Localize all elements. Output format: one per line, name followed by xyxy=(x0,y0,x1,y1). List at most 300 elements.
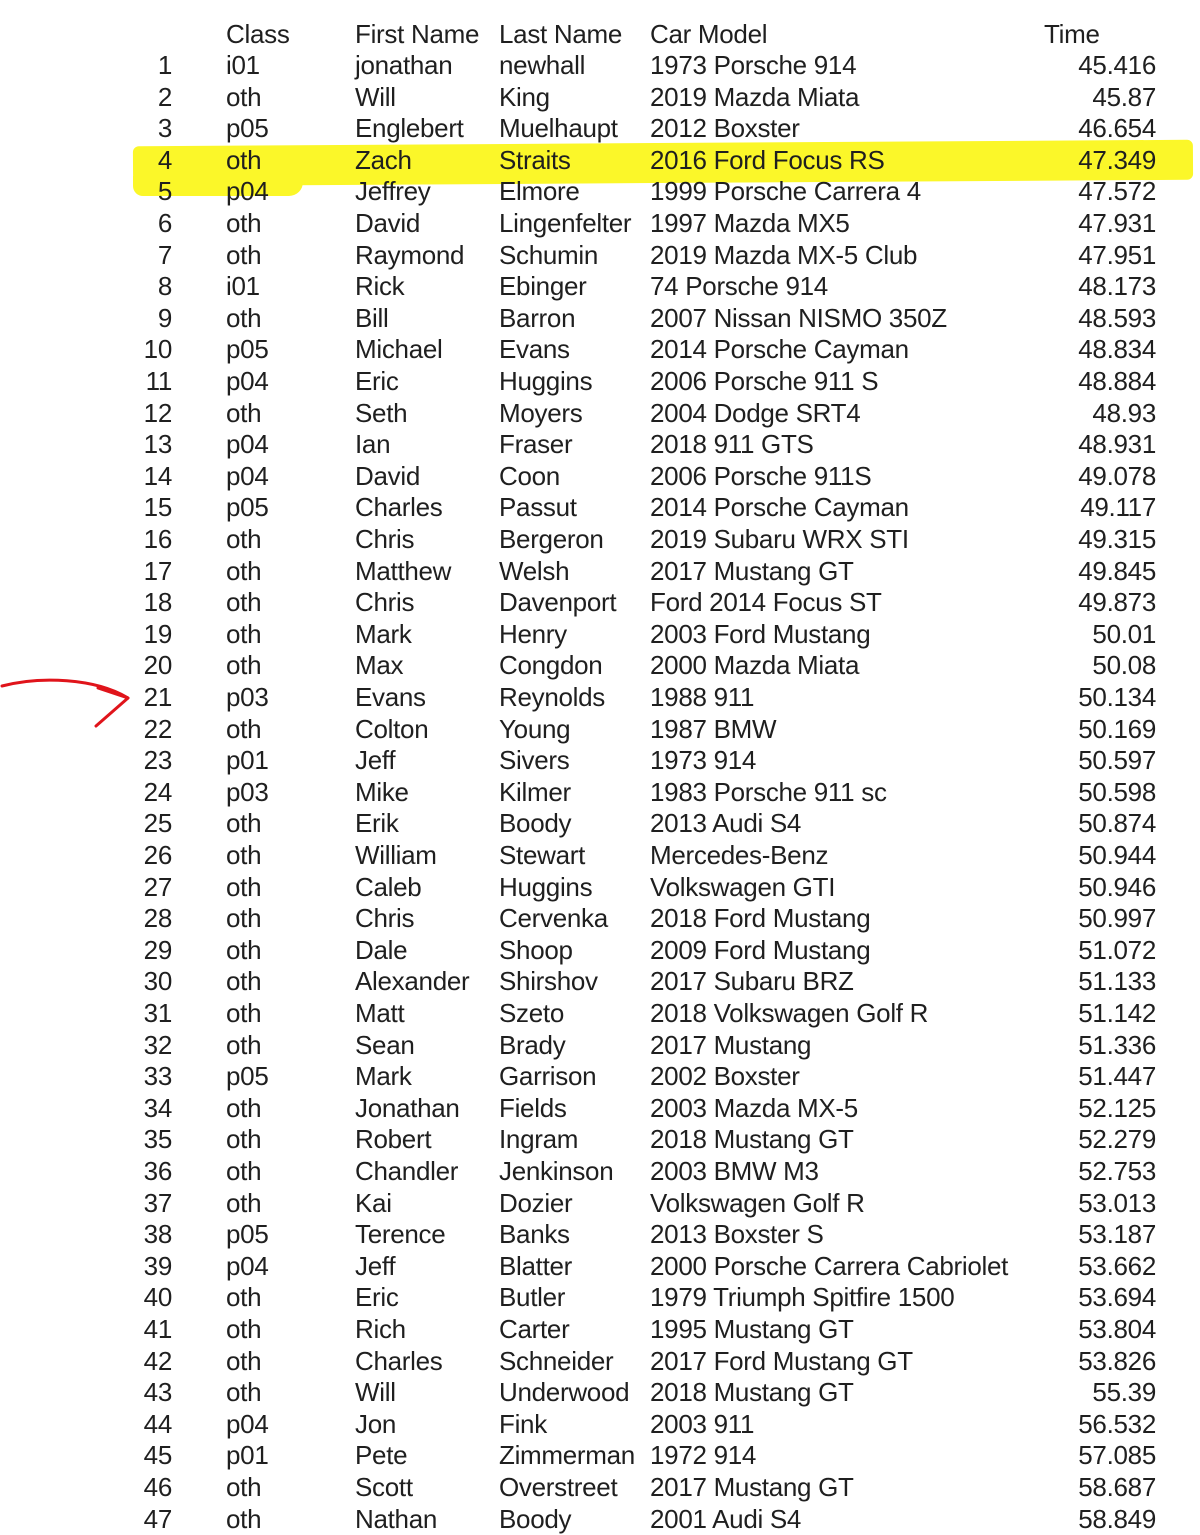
cell-car-model: Ford 2014 Focus ST xyxy=(650,587,882,618)
cell-first-name: Chandler xyxy=(355,1156,459,1186)
cell-num: 42 xyxy=(143,1345,172,1376)
table-row xyxy=(0,302,1200,334)
cell-class: p04 xyxy=(226,1250,269,1281)
cell-last-name: Butler xyxy=(499,1282,566,1313)
cell-last-name: Davenport xyxy=(499,587,617,618)
cell-last-name: Schumin xyxy=(499,239,599,270)
cell-car-model: 2018 Ford Mustang xyxy=(650,903,871,934)
cell-car-model: Volkswagen GTI xyxy=(650,871,836,902)
cell-car-model: 1979 Triumph Spitfire 1500 xyxy=(650,1282,955,1313)
table-row xyxy=(0,365,1200,397)
table-row xyxy=(0,1471,1200,1503)
cell-first-name: Caleb xyxy=(355,871,422,902)
cell-first-name: Jonathan xyxy=(355,1092,460,1123)
cell-class: p05 xyxy=(226,1219,269,1250)
cell-first-name: Rich xyxy=(355,1314,406,1344)
cell-first-name: Colton xyxy=(355,713,429,744)
table-row xyxy=(0,1092,1200,1124)
cell-last-name: Garrison xyxy=(499,1061,597,1092)
cell-last-name: Young xyxy=(499,713,571,744)
table-row xyxy=(0,1187,1200,1219)
cell-last-name: Barron xyxy=(499,302,576,333)
cell-car-model: 2003 911 xyxy=(650,1408,755,1439)
table-row xyxy=(0,1503,1200,1535)
cell-first-name: Dale xyxy=(355,934,408,965)
cell-time: 48.173 xyxy=(1078,271,1156,302)
cell-first-name: jonathan xyxy=(355,50,453,80)
header-first-name: First Name xyxy=(355,19,480,49)
table-row xyxy=(0,112,1200,144)
cell-car-model: 2003 BMW M3 xyxy=(650,1156,819,1186)
table-row xyxy=(0,1408,1200,1440)
table-row xyxy=(0,1060,1200,1092)
cell-time: 50.01 xyxy=(1092,618,1156,649)
cell-class: oth xyxy=(226,1503,262,1534)
cell-class: oth xyxy=(226,397,262,428)
cell-last-name: Shoop xyxy=(499,934,573,965)
cell-num: 4 xyxy=(157,144,172,175)
cell-car-model: 74 Porsche 914 xyxy=(650,271,828,302)
cell-time: 53.662 xyxy=(1078,1250,1156,1281)
table-row xyxy=(0,776,1200,808)
cell-car-model: 2017 Subaru BRZ xyxy=(650,966,854,997)
cell-time: 46.654 xyxy=(1078,113,1156,144)
red-arrow-shaft xyxy=(2,680,128,698)
cell-last-name: Schneider xyxy=(499,1345,614,1376)
cell-time: 50.08 xyxy=(1092,650,1156,681)
cell-last-name: Fields xyxy=(499,1092,567,1123)
cell-time: 47.349 xyxy=(1078,144,1156,175)
cell-last-name: Boody xyxy=(499,808,572,839)
table-row xyxy=(0,1029,1200,1061)
cell-num: 9 xyxy=(157,302,172,333)
cell-first-name: Terence xyxy=(355,1219,446,1250)
cell-num: 28 xyxy=(143,903,172,934)
cell-first-name: Chris xyxy=(355,587,415,618)
cell-time: 48.884 xyxy=(1078,366,1156,396)
table-row xyxy=(0,1250,1200,1282)
table-row xyxy=(0,649,1200,681)
cell-first-name: Nathan xyxy=(355,1503,438,1534)
cell-car-model: 1995 Mustang GT xyxy=(650,1314,854,1344)
cell-first-name: Englebert xyxy=(355,113,464,144)
cell-first-name: Rick xyxy=(355,271,405,302)
cell-car-model: 2003 Ford Mustang xyxy=(650,618,871,649)
table-row xyxy=(0,49,1200,81)
cell-num: 7 xyxy=(157,239,172,270)
cell-class: p01 xyxy=(226,1440,269,1471)
cell-car-model: 2000 Mazda Miata xyxy=(650,650,860,681)
cell-class: oth xyxy=(226,555,262,586)
cell-last-name: Ebinger xyxy=(499,271,587,302)
cell-num: 29 xyxy=(143,934,172,965)
cell-num: 16 xyxy=(143,524,172,554)
cell-last-name: Moyers xyxy=(499,397,583,428)
cell-class: oth xyxy=(226,81,262,112)
cell-num: 31 xyxy=(143,998,172,1028)
cell-time: 51.142 xyxy=(1078,998,1156,1028)
cell-last-name: Brady xyxy=(499,1029,566,1060)
cell-num: 13 xyxy=(143,429,172,460)
cell-num: 47 xyxy=(143,1503,172,1534)
table-row xyxy=(0,965,1200,997)
cell-last-name: Huggins xyxy=(499,366,593,396)
cell-num: 14 xyxy=(143,460,172,491)
cell-last-name: Carter xyxy=(499,1314,570,1344)
cell-time: 51.133 xyxy=(1078,966,1156,997)
cell-class: p01 xyxy=(226,745,269,776)
cell-first-name: Max xyxy=(355,650,404,681)
table-row xyxy=(0,1313,1200,1345)
cell-class: p04 xyxy=(226,366,269,396)
table-row xyxy=(0,618,1200,650)
cell-last-name: Underwood xyxy=(499,1377,630,1408)
cell-class: oth xyxy=(226,1029,262,1060)
cell-time: 56.532 xyxy=(1078,1408,1156,1439)
cell-class: oth xyxy=(226,208,262,238)
cell-last-name: Muelhaupt xyxy=(499,113,618,144)
cell-num: 38 xyxy=(143,1219,172,1250)
cell-last-name: Henry xyxy=(499,618,567,649)
cell-time: 53.694 xyxy=(1078,1282,1156,1313)
cell-time: 49.078 xyxy=(1078,460,1156,491)
cell-time: 48.834 xyxy=(1078,334,1156,365)
cell-first-name: Erik xyxy=(355,808,399,839)
cell-class: oth xyxy=(226,650,262,681)
cell-last-name: Jenkinson xyxy=(499,1156,614,1186)
cell-first-name: Zach xyxy=(355,144,412,175)
cell-car-model: 2013 Audi S4 xyxy=(650,808,802,839)
cell-last-name: Elmore xyxy=(499,176,580,207)
cell-first-name: Matt xyxy=(355,998,405,1028)
cell-car-model: 1973 Porsche 914 xyxy=(650,50,857,80)
cell-last-name: Reynolds xyxy=(499,682,605,712)
cell-num: 21 xyxy=(143,682,172,712)
cell-first-name: Pete xyxy=(355,1440,408,1471)
table-row xyxy=(0,1123,1200,1155)
cell-class: oth xyxy=(226,524,262,554)
cell-class: oth xyxy=(226,587,262,618)
cell-class: oth xyxy=(226,618,262,649)
table-row xyxy=(0,839,1200,871)
cell-first-name: Mark xyxy=(355,618,412,649)
cell-first-name: David xyxy=(355,460,420,491)
cell-first-name: Eric xyxy=(355,1282,399,1313)
cell-time: 57.085 xyxy=(1078,1440,1156,1471)
cell-class: oth xyxy=(226,1124,262,1155)
cell-last-name: Overstreet xyxy=(499,1472,618,1502)
cell-last-name: newhall xyxy=(499,50,586,80)
cell-num: 15 xyxy=(143,492,172,523)
table-row xyxy=(0,902,1200,934)
cell-num: 34 xyxy=(143,1092,172,1123)
cell-first-name: Charles xyxy=(355,492,443,523)
cell-last-name: Ingram xyxy=(499,1124,579,1155)
cell-car-model: 1972 914 xyxy=(650,1440,757,1471)
cell-num: 6 xyxy=(157,208,172,238)
cell-num: 3 xyxy=(157,113,172,144)
cell-car-model: Mercedes-Benz xyxy=(650,840,829,870)
table-row xyxy=(0,333,1200,365)
cell-first-name: Jeffrey xyxy=(355,176,431,207)
table-row xyxy=(0,239,1200,271)
table-row xyxy=(0,1218,1200,1250)
cell-class: p05 xyxy=(226,113,269,144)
cell-num: 19 xyxy=(143,618,172,649)
cell-num: 12 xyxy=(143,397,172,428)
cell-first-name: Will xyxy=(355,1377,396,1408)
cell-first-name: Alexander xyxy=(355,966,470,997)
cell-class: oth xyxy=(226,1472,262,1502)
cell-car-model: 2018 Mustang GT xyxy=(650,1377,854,1408)
cell-num: 20 xyxy=(143,650,172,681)
cell-class: oth xyxy=(226,1282,262,1313)
cell-car-model: 2018 911 GTS xyxy=(650,429,814,460)
cell-car-model: 1988 911 xyxy=(650,682,755,712)
cell-first-name: Mark xyxy=(355,1061,412,1092)
cell-class: oth xyxy=(226,144,262,175)
cell-last-name: Cervenka xyxy=(499,903,608,934)
cell-class: p03 xyxy=(226,682,269,712)
cell-class: i01 xyxy=(226,50,260,80)
table-row xyxy=(0,1376,1200,1408)
cell-class: oth xyxy=(226,903,262,934)
cell-last-name: King xyxy=(499,81,550,112)
cell-first-name: Sean xyxy=(355,1029,415,1060)
cell-car-model: 2003 Mazda MX-5 xyxy=(650,1092,858,1123)
cell-time: 52.279 xyxy=(1078,1124,1156,1155)
cell-car-model: 2000 Porsche Carrera Cabriolet xyxy=(650,1250,1009,1281)
cell-first-name: Raymond xyxy=(355,239,465,270)
cell-first-name: Ian xyxy=(355,429,391,460)
cell-num: 18 xyxy=(143,587,172,618)
cell-class: oth xyxy=(226,1156,262,1186)
cell-num: 43 xyxy=(143,1377,172,1408)
cell-class: oth xyxy=(226,934,262,965)
cell-car-model: 2018 Mustang GT xyxy=(650,1124,854,1155)
cell-first-name: Robert xyxy=(355,1124,432,1155)
cell-car-model: 2019 Mazda MX-5 Club xyxy=(650,239,918,270)
cell-num: 39 xyxy=(143,1250,172,1281)
cell-first-name: Mike xyxy=(355,776,409,807)
cell-last-name: Coon xyxy=(499,460,560,491)
cell-num: 5 xyxy=(157,176,172,207)
cell-class: p04 xyxy=(226,460,269,491)
cell-time: 47.572 xyxy=(1078,176,1156,207)
table-row xyxy=(0,555,1200,587)
cell-time: 47.951 xyxy=(1078,239,1156,270)
cell-last-name: Passut xyxy=(499,492,577,523)
cell-num: 32 xyxy=(143,1029,172,1060)
cell-class: p04 xyxy=(226,176,269,207)
cell-time: 51.072 xyxy=(1078,934,1156,965)
cell-class: p03 xyxy=(226,776,269,807)
cell-last-name: Blatter xyxy=(499,1250,573,1281)
table-row xyxy=(0,681,1200,713)
cell-last-name: Huggins xyxy=(499,871,593,902)
cell-time: 51.447 xyxy=(1078,1061,1156,1092)
cell-last-name: Kilmer xyxy=(499,776,571,807)
cell-num: 33 xyxy=(143,1061,172,1092)
table-row xyxy=(0,1281,1200,1313)
cell-time: 50.944 xyxy=(1078,840,1156,870)
cell-time: 58.849 xyxy=(1078,1503,1156,1534)
cell-car-model: Volkswagen Golf R xyxy=(650,1187,865,1218)
cell-time: 45.87 xyxy=(1092,81,1156,112)
cell-time: 47.931 xyxy=(1078,208,1156,238)
cell-car-model: 2012 Boxster xyxy=(650,113,800,144)
cell-car-model: 2014 Porsche Cayman xyxy=(650,492,909,523)
cell-last-name: Welsh xyxy=(499,555,570,586)
cell-car-model: 2017 Mustang xyxy=(650,1029,812,1060)
cell-num: 25 xyxy=(143,808,172,839)
cell-class: oth xyxy=(226,713,262,744)
cell-num: 2 xyxy=(157,81,172,112)
cell-car-model: 2002 Boxster xyxy=(650,1061,800,1092)
cell-first-name: Scott xyxy=(355,1472,413,1502)
cell-class: oth xyxy=(226,840,262,870)
cell-car-model: 2017 Ford Mustang GT xyxy=(650,1345,913,1376)
table-row xyxy=(0,1345,1200,1377)
cell-class: oth xyxy=(226,1092,262,1123)
cell-last-name: Fraser xyxy=(499,429,573,460)
cell-class: p05 xyxy=(226,334,269,365)
cell-time: 49.315 xyxy=(1078,524,1156,554)
cell-car-model: 2006 Porsche 911S xyxy=(650,460,872,491)
header-last-name: Last Name xyxy=(499,19,623,49)
cell-car-model: 2009 Ford Mustang xyxy=(650,934,871,965)
cell-num: 37 xyxy=(143,1187,172,1218)
cell-time: 49.117 xyxy=(1080,492,1156,523)
cell-first-name: Jeff xyxy=(355,745,396,776)
table-row xyxy=(0,428,1200,460)
cell-num: 30 xyxy=(143,966,172,997)
cell-first-name: Seth xyxy=(355,397,408,428)
cell-time: 50.597 xyxy=(1078,745,1156,776)
cell-last-name: Evans xyxy=(499,334,570,365)
cell-class: oth xyxy=(226,808,262,839)
cell-class: i01 xyxy=(226,271,260,302)
cell-time: 52.753 xyxy=(1078,1156,1156,1186)
cell-time: 48.93 xyxy=(1092,397,1156,428)
cell-num: 46 xyxy=(143,1472,172,1502)
cell-time: 53.187 xyxy=(1078,1219,1156,1250)
cell-first-name: Eric xyxy=(355,366,399,396)
cell-time: 53.804 xyxy=(1078,1314,1156,1344)
cell-num: 36 xyxy=(143,1156,172,1186)
table-row xyxy=(0,523,1200,555)
table-row xyxy=(0,1439,1200,1471)
cell-car-model: 1999 Porsche Carrera 4 xyxy=(650,176,921,207)
header-time: Time xyxy=(1044,19,1100,49)
cell-num: 10 xyxy=(143,334,172,365)
cell-time: 52.125 xyxy=(1078,1092,1156,1123)
cell-first-name: Will xyxy=(355,81,396,112)
cell-time: 50.169 xyxy=(1078,713,1156,744)
cell-time: 48.931 xyxy=(1078,429,1156,460)
table-row xyxy=(0,397,1200,429)
cell-num: 23 xyxy=(143,745,172,776)
cell-first-name: Jon xyxy=(355,1408,397,1439)
cell-num: 41 xyxy=(143,1314,172,1344)
table-row xyxy=(0,997,1200,1029)
cell-last-name: Straits xyxy=(499,144,571,175)
table-row xyxy=(0,270,1200,302)
cell-last-name: Szeto xyxy=(499,998,564,1028)
cell-time: 58.687 xyxy=(1078,1472,1156,1502)
cell-class: oth xyxy=(226,239,262,270)
cell-car-model: 2007 Nissan NISMO 350Z xyxy=(650,302,947,333)
header-row xyxy=(0,18,1200,50)
cell-num: 1 xyxy=(157,50,172,80)
red-arrow-icon xyxy=(0,668,135,738)
cell-time: 53.826 xyxy=(1078,1345,1156,1376)
cell-time: 55.39 xyxy=(1092,1377,1156,1408)
cell-car-model: 2014 Porsche Cayman xyxy=(650,334,909,365)
table-row xyxy=(0,807,1200,839)
cell-last-name: Dozier xyxy=(499,1187,573,1218)
cell-first-name: Chris xyxy=(355,903,415,934)
cell-time: 49.873 xyxy=(1078,587,1156,618)
cell-last-name: Boody xyxy=(499,1503,572,1534)
cell-car-model: 1987 BMW xyxy=(650,713,777,744)
cell-num: 8 xyxy=(157,271,172,302)
table-row xyxy=(0,175,1200,207)
cell-class: oth xyxy=(226,1345,262,1376)
table-row xyxy=(0,871,1200,903)
cell-last-name: Banks xyxy=(499,1219,570,1250)
cell-first-name: Matthew xyxy=(355,555,452,586)
cell-first-name: Charles xyxy=(355,1345,443,1376)
cell-num: 26 xyxy=(143,840,172,870)
cell-class: oth xyxy=(226,998,262,1028)
cell-class: oth xyxy=(226,302,262,333)
cell-time: 50.598 xyxy=(1078,776,1156,807)
header-class: Class xyxy=(226,19,290,49)
cell-first-name: Evans xyxy=(355,682,426,712)
table-row xyxy=(0,934,1200,966)
cell-last-name: Bergeron xyxy=(499,524,604,554)
cell-car-model: 2018 Volkswagen Golf R xyxy=(650,998,929,1028)
cell-num: 17 xyxy=(143,555,172,586)
cell-last-name: Lingenfelter xyxy=(499,208,632,238)
cell-class: oth xyxy=(226,1187,262,1218)
cell-num: 22 xyxy=(143,713,172,744)
cell-car-model: 2016 Ford Focus RS xyxy=(650,144,885,175)
cell-time: 45.416 xyxy=(1078,50,1156,80)
cell-num: 24 xyxy=(143,776,172,807)
table-row xyxy=(0,713,1200,745)
cell-class: oth xyxy=(226,1377,262,1408)
table-row xyxy=(0,586,1200,618)
cell-num: 27 xyxy=(143,871,172,902)
cell-num: 44 xyxy=(143,1408,172,1439)
cell-num: 35 xyxy=(143,1124,172,1155)
cell-last-name: Zimmerman xyxy=(499,1440,635,1471)
cell-car-model: 2004 Dodge SRT4 xyxy=(650,397,861,428)
cell-class: p05 xyxy=(226,492,269,523)
cell-time: 48.593 xyxy=(1078,302,1156,333)
cell-first-name: David xyxy=(355,208,420,238)
cell-time: 50.997 xyxy=(1078,903,1156,934)
cell-last-name: Sivers xyxy=(499,745,570,776)
cell-car-model: 1983 Porsche 911 sc xyxy=(650,776,887,807)
cell-num: 40 xyxy=(143,1282,172,1313)
cell-class: oth xyxy=(226,871,262,902)
cell-car-model: 1997 Mazda MX5 xyxy=(650,208,850,238)
cell-time: 50.874 xyxy=(1078,808,1156,839)
cell-time: 51.336 xyxy=(1078,1029,1156,1060)
